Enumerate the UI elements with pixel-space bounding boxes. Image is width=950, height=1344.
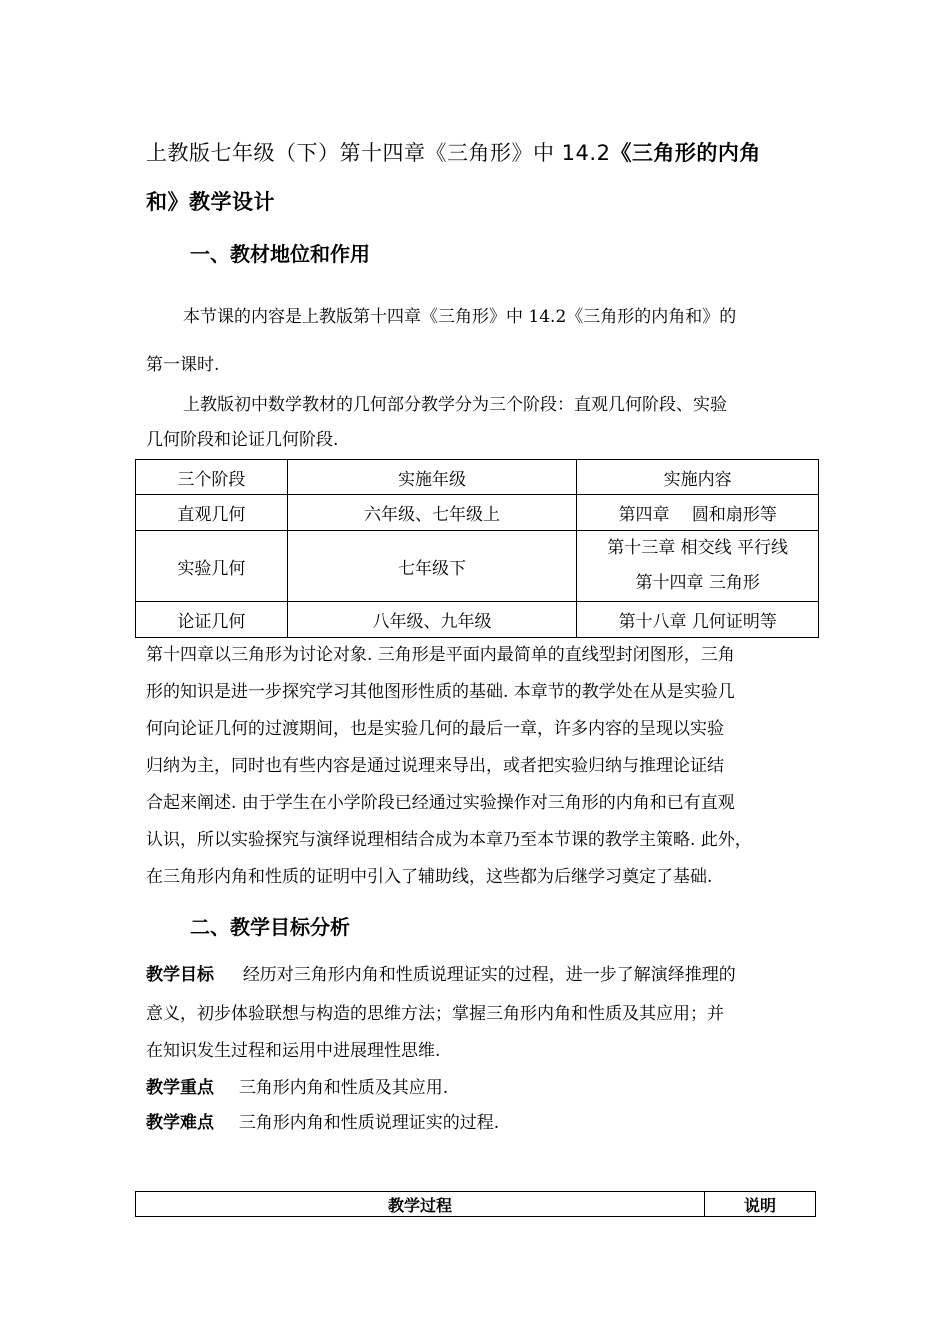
title-bold-part: 《三角形的内角 [610,141,761,165]
goal-label: 教学目标 [146,965,214,985]
title-normal-part: 上教版七年级（下）第十四章《三角形》中 14.2 [146,141,611,165]
key-text: 三角形内角和性质及其应用. [238,1078,449,1098]
goal-line3: 在知识发生过程和运用中进展理性思维. [146,1041,441,1061]
table-row [136,495,819,531]
difficulty-label: 教学难点 [146,1113,214,1133]
stages-table [135,459,819,638]
para1-line2: 第一课时. [146,355,220,375]
goal-line1 [146,960,736,985]
para3-line2: 形的知识是进一步探究学习其他图形性质的基础. 本章节的教学处在从是实验几 [146,682,735,702]
table-row [136,602,819,638]
cell-stage: 实验几何 [136,531,288,602]
header-grade: 实施年级 [287,460,577,495]
para3-line7: 在三角形内角和性质的证明中引入了辅助线，这些都为后继学习奠定了基础. [146,867,713,887]
cell-content [577,531,819,602]
difficulty-point [146,1108,499,1133]
goal-line2: 意义，初步体验联想与构造的思维方法；掌握三角形内角和性质及其应用；并 [146,1004,724,1024]
table-row [136,531,819,602]
key-label: 教学重点 [146,1078,214,1098]
para3-line1: 第十四章以三角形为讨论对象. 三角形是平面内最简单的直线型封闭图形，三角 [146,645,735,665]
goal-text: 经历对三角形内角和性质说理证实的过程，进一步了解演绎推理的 [242,965,736,985]
doc-title-line1 [146,137,761,167]
cell-grade: 七年级下 [287,531,577,602]
process-table [135,1191,816,1217]
cell-stage: 直观几何 [136,495,288,531]
cell-content: 第四章 圆和扇形等 [577,495,819,531]
cell-content-line1: 第十三章 相交线 平行线 [607,538,789,558]
para3-line6: 认识，所以实验探究与演绎说理相结合成为本章乃至本节课的教学主策略. 此外， [146,830,752,850]
section2-heading: 二、教学目标分析 [190,915,350,939]
cell-grade: 八年级、九年级 [287,602,577,638]
process-header-col1: 教学过程 [136,1192,705,1217]
section1-heading: 一、教材地位和作用 [190,242,370,266]
cell-grade: 六年级、七年级上 [287,495,577,531]
para3-line5: 合起来阐述. 由于学生在小学阶段已经通过实验操作对三角形的内角和已有直观 [146,793,735,813]
cell-content: 第十八章 几何证明等 [577,602,819,638]
header-content: 实施内容 [577,460,819,495]
table-header-row [136,460,819,495]
cell-content-line2: 第十四章 三角形 [635,573,760,593]
para2-line2: 几何阶段和论证几何阶段. [146,430,339,450]
process-header-col2: 说明 [705,1192,816,1217]
para2-line1: 上教版初中数学教材的几何部分教学分为三个阶段：直观几何阶段、实验 [183,395,727,415]
cell-stage: 论证几何 [136,602,288,638]
para1-line1: 本节课的内容是上教版第十四章《三角形》中 14.2《三角形的内角和》的 [183,307,737,327]
header-stage: 三个阶段 [136,460,288,495]
difficulty-text: 三角形内角和性质说理证实的过程. [238,1113,500,1133]
key-point [146,1073,448,1098]
para3-line3: 何向论证几何的过渡期间，也是实验几何的最后一章，许多内容的呈现以实验 [146,719,724,739]
process-header-row [136,1192,816,1217]
doc-title-line2: 和》教学设计 [146,190,275,214]
para3-line4: 归纳为主，同时也有些内容是通过说理来导出，或者把实验归纳与推理论证结 [146,756,724,776]
